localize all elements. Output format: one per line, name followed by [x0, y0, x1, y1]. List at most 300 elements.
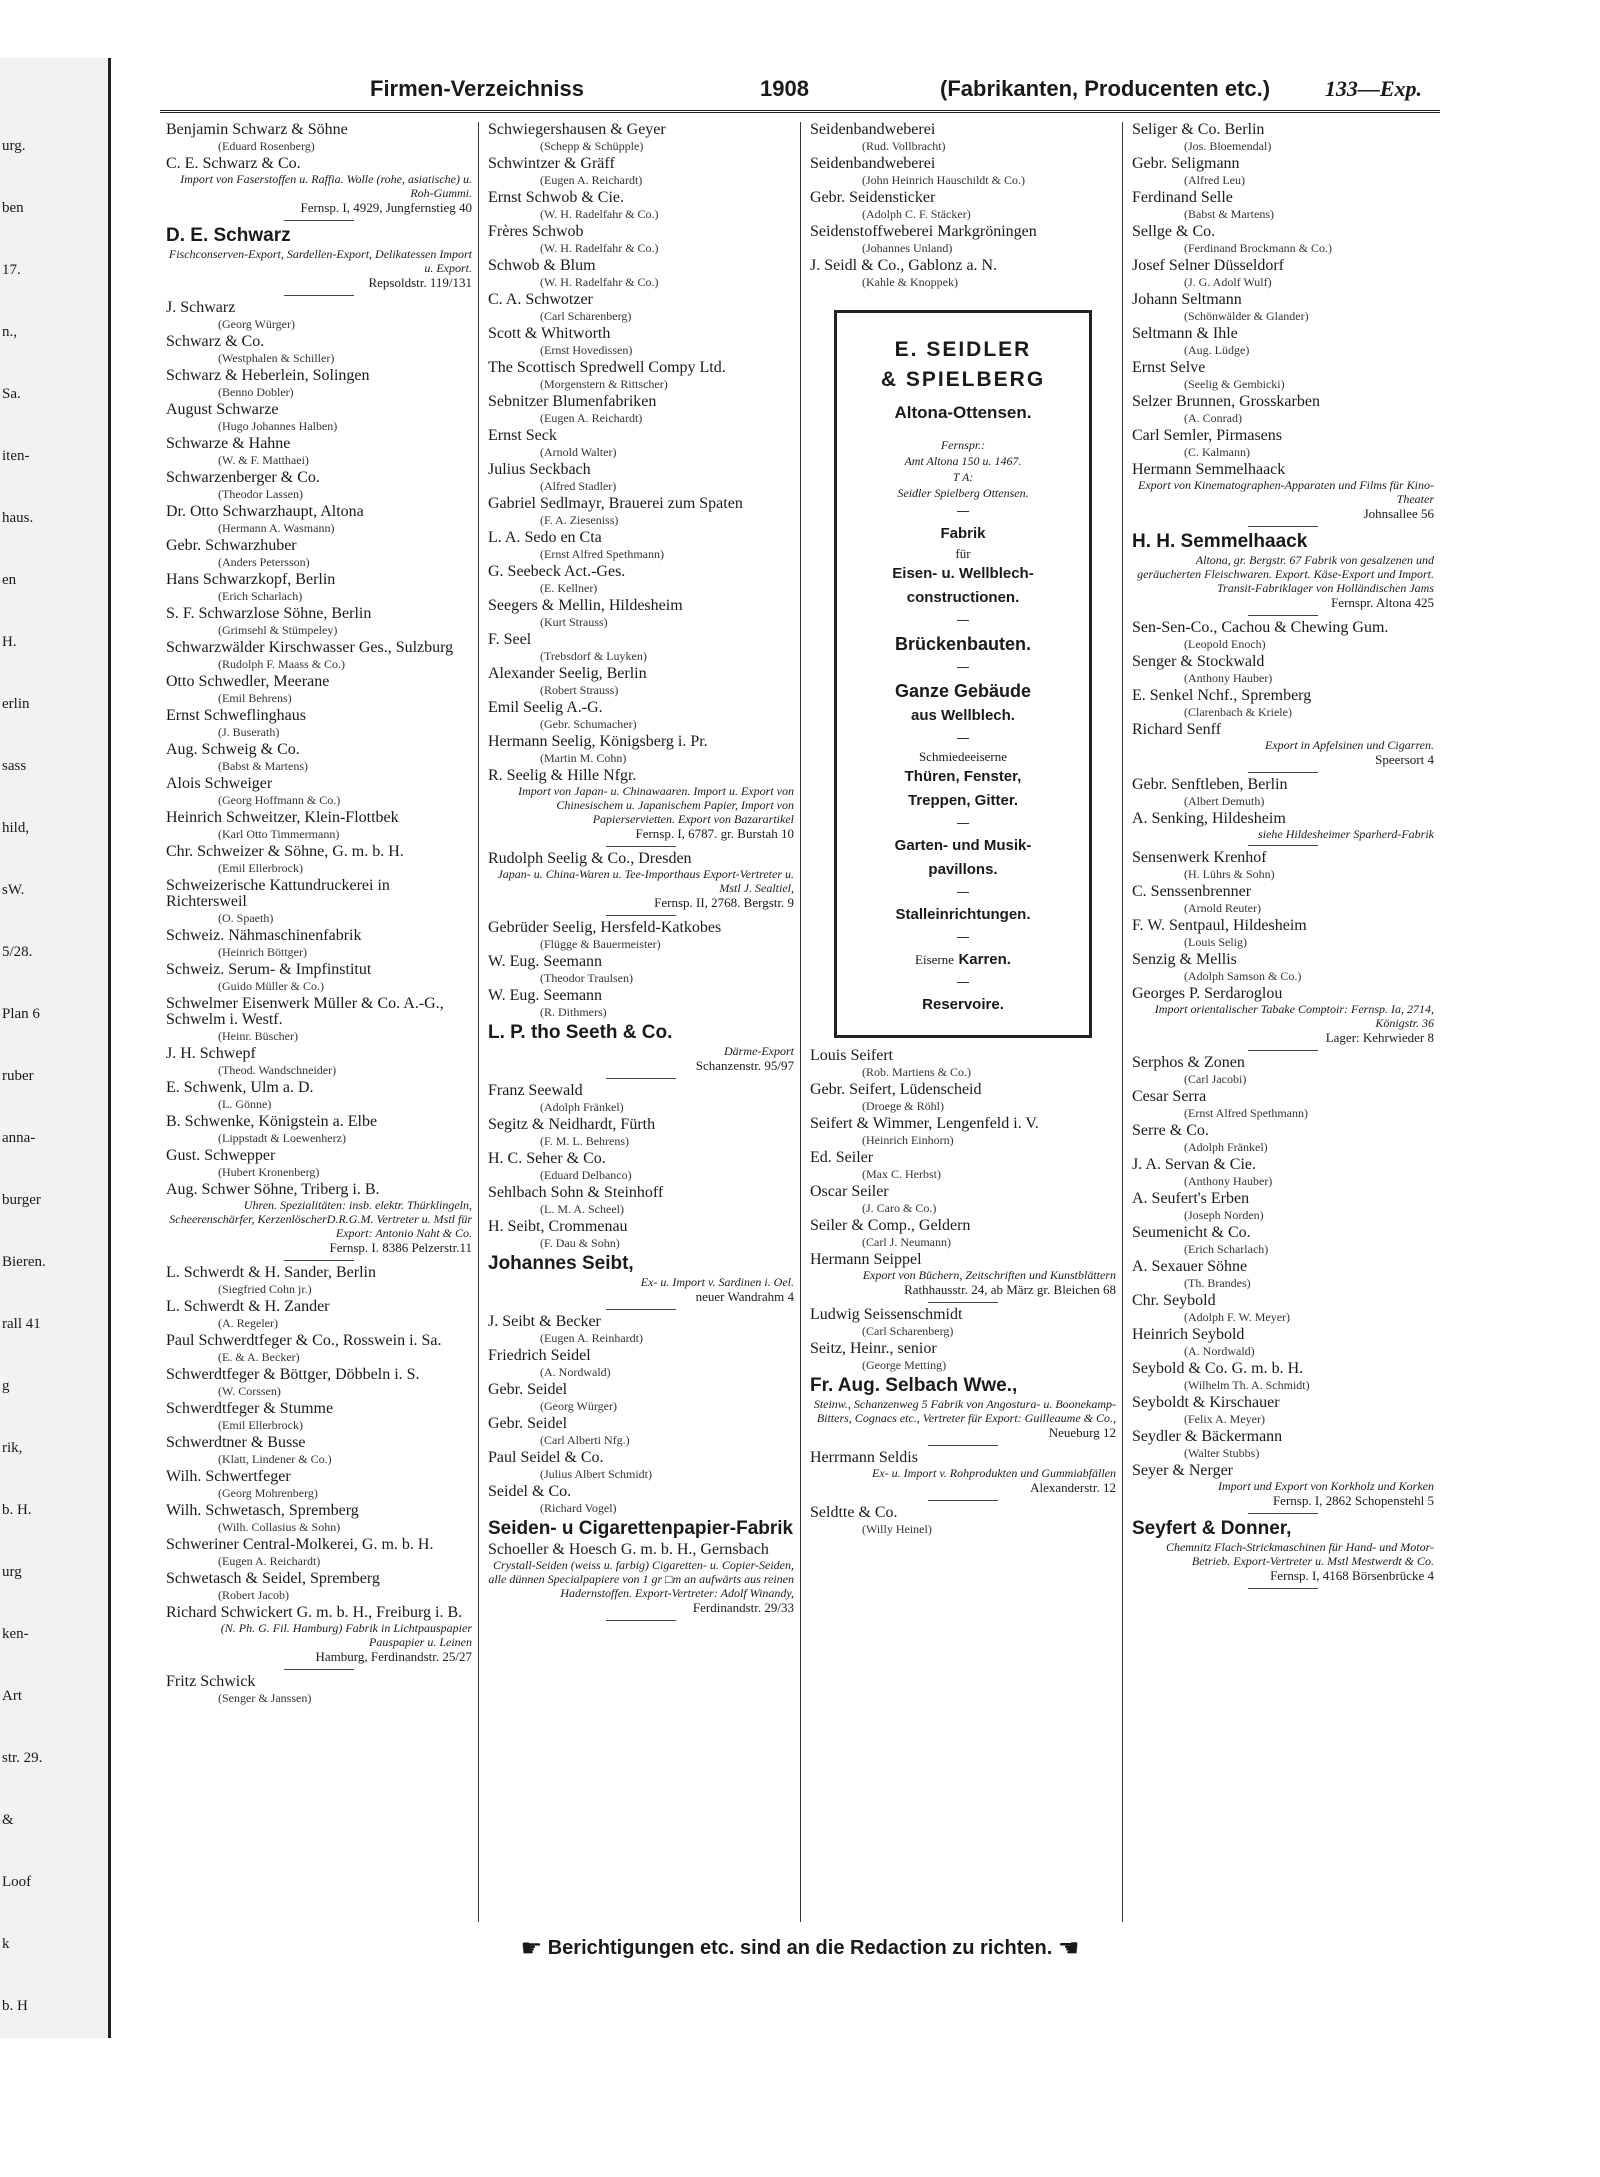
- entry-company-name: J. Schwarz: [166, 299, 236, 316]
- directory-entry: [488, 666, 794, 698]
- entry-ref: (Babst & Martens): [218, 759, 308, 773]
- entry-company-name: Seidenbandweberei: [810, 155, 936, 172]
- directory-entry: [166, 606, 472, 638]
- entry-company-name: Schwerdtner & Busse: [166, 1434, 306, 1451]
- entry-ref: (Johannes Unland): [862, 241, 953, 255]
- directory-entry: [166, 962, 472, 994]
- ad-line: für: [955, 546, 971, 561]
- directory-entry: [166, 708, 472, 740]
- entry-ref: (Richard Vogel): [540, 1501, 617, 1515]
- entry-ref: (Droege & Röhl): [862, 1099, 944, 1113]
- directory-entry: [166, 1401, 472, 1433]
- directory-entry: [810, 224, 1116, 256]
- entry-ref: (Hubert Kronenberg): [218, 1165, 320, 1179]
- directory-entry: [488, 1450, 794, 1482]
- directory-entry: [488, 1253, 794, 1305]
- gutter-fragment: &: [2, 1812, 14, 1828]
- entry-ref: (Erich Scharlach): [1184, 1242, 1269, 1256]
- entry-ref: (W. H. Radelfahr & Co.): [540, 207, 659, 221]
- entry-ref: (Theodor Traulsen): [540, 971, 633, 985]
- entry-desc: Crystall-Seiden (weiss u. farbig) Cigaretten- u. Copier-Seiden, alle dünnen Specialpapiere von 1 gr □m an aufwärts aus reinen Hadernstoffen. Export-Vertreter: Adolf Winandy,: [488, 1558, 794, 1600]
- entry-ref: (Carl Scharenberg): [540, 309, 632, 323]
- entry-company-name: Sellge & Co.: [1132, 223, 1216, 240]
- entry-company-name: Schwarzenberger & Co.: [166, 469, 320, 486]
- entry-ref: (J. Buserath): [218, 725, 280, 739]
- entry-company-name: Schwarzwälder Kirschwasser Ges., Sulzburg: [166, 639, 454, 656]
- entry-addr: Fernsp. II, 2768. Bergstr. 9: [654, 895, 794, 910]
- gutter-fragment: haus.: [2, 510, 34, 526]
- directory-entry: [1132, 122, 1434, 154]
- gutter-fragment: Sa.: [2, 386, 21, 402]
- entry-addr: Fernsp. I, 4168 Börsenbrücke 4: [1270, 1568, 1434, 1583]
- entry-company-name: Schweriner Central-Molkerei, G. m. b. H.: [166, 1536, 434, 1553]
- entry-desc: Uhren. Spezialitäten: insb. elektr. Thürklingeln, Scheerenschärfer, KerzenlöscherD.R.G.M. Vertreter u. Mstl für Export: Antonio Naht & Co.: [169, 1198, 472, 1240]
- directory-entry: [488, 1484, 794, 1516]
- entry-desc: Export von Büchern, Zeitschriften und Kunstblättern: [862, 1268, 1116, 1282]
- entry-ref: (Seelig & Gembicki): [1184, 377, 1285, 391]
- directory-entry: [810, 1184, 1116, 1216]
- entry-ref: (C. Kalmann): [1184, 445, 1250, 459]
- entry-ref: (Grimsehl & Stümpeley): [218, 623, 338, 637]
- directory-entry: [166, 1435, 472, 1467]
- directory-entry: [1132, 292, 1434, 324]
- gutter-fragment: ken-: [2, 1626, 29, 1642]
- directory-entry: [166, 368, 472, 400]
- directory-entry: [166, 776, 472, 808]
- gutter-fragment: erlin: [2, 696, 30, 712]
- entry-company-name: Seldtte & Co.: [810, 1504, 898, 1521]
- directory-entry: [488, 1185, 794, 1217]
- directory-entry: [1132, 326, 1434, 358]
- directory-entry: [166, 1114, 472, 1146]
- entry-ref: (Eugen A. Reichardt): [540, 173, 643, 187]
- entry-ref: (Robert Jacob): [218, 1588, 289, 1602]
- entry-desc: Fischconserven-Export, Sardellen-Export, Delikatessen Import u. Export.: [168, 247, 472, 275]
- gutter-fragment: hild,: [2, 820, 30, 836]
- entry-company-name: Seidel & Co.: [488, 1483, 572, 1500]
- entry-ref: (F. A. Zieseniss): [540, 513, 619, 527]
- entry-ref: (L. M. A. Scheel): [540, 1202, 624, 1216]
- page-header: [160, 64, 1440, 113]
- entry-ref: (Jos. Bloemendal): [1184, 139, 1272, 153]
- entry-separator: [284, 220, 354, 221]
- entry-company-name: Benjamin Schwarz & Söhne: [166, 122, 348, 138]
- entry-company-name: Seidenstoffweberei Markgröningen: [810, 223, 1037, 240]
- entry-ref: (Eugen A. Reichardt): [218, 1554, 321, 1568]
- entry-company-name: Schoeller & Hoesch G. m. b. H., Gernsbach: [488, 1541, 769, 1558]
- directory-entry: [810, 1307, 1116, 1339]
- entry-company-name: A. Sexauer Söhne: [1132, 1258, 1248, 1275]
- entry-ref: (Alfred Stadler): [540, 479, 617, 493]
- entry-addr: Schanzenstr. 95/97: [695, 1058, 794, 1073]
- entry-ref: (Adolph Fränkel): [1184, 1140, 1268, 1154]
- entry-ref: (A. Nordwald): [540, 1365, 611, 1379]
- entry-company-name: Segitz & Neidhardt, Fürth: [488, 1116, 656, 1133]
- entry-company-name: Sen-Sen-Co., Cachou & Chewing Gum.: [1132, 619, 1389, 636]
- entry-desc: Ex- u. Import v. Rohprodukten und Gummiabfällen: [872, 1466, 1116, 1480]
- directory-entry: [488, 1151, 794, 1183]
- directory-entry: [488, 1542, 794, 1616]
- entry-desc: Import von Faserstoffen u. Raffia. Wolle (rohe, asiatische) u. Roh-Gummi.: [180, 172, 472, 200]
- directory-entry: [488, 122, 794, 154]
- entry-company-name: F. W. Sentpaul, Hildesheim: [1132, 917, 1307, 934]
- entry-desc: Export von Kinematographen-Apparaten und Films für Kino-Theater: [1138, 478, 1434, 506]
- entry-separator: [1248, 772, 1318, 773]
- directory-entry: [488, 1314, 794, 1346]
- directory-entry: [488, 462, 794, 494]
- directory-entry: [488, 156, 794, 188]
- entry-company-name: Selzer Brunnen, Grosskarben: [1132, 393, 1320, 410]
- entry-company-name: Ed. Seiler: [810, 1149, 874, 1166]
- entry-company-name: Friedrich Seidel: [488, 1347, 591, 1364]
- entry-company-name: Seyfert & Donner,: [1132, 1518, 1292, 1539]
- entry-addr: Fernsp. I, 6787. gr. Burstah 10: [635, 826, 794, 841]
- entry-company-name: Seiler & Comp., Geldern: [810, 1217, 971, 1234]
- entry-desc: Därme-Export: [724, 1044, 794, 1058]
- entry-ref: (Flügge & Bauermeister): [540, 937, 661, 951]
- entry-company-name: Ludwig Seissenschmidt: [810, 1306, 963, 1323]
- directory-entry: [1132, 688, 1434, 720]
- entry-ref: (Rud. Vollbracht): [862, 139, 946, 153]
- directory-entry: [166, 538, 472, 570]
- entry-ref: (Georg Würger): [540, 1399, 617, 1413]
- directory-entry: [1132, 1361, 1434, 1393]
- entry-ref: (Hugo Johannes Halben): [218, 419, 338, 433]
- entry-ref: (Lippstadt & Loewenherz): [218, 1131, 346, 1145]
- entry-ref: (Ferdinand Brockmann & Co.): [1184, 241, 1332, 255]
- entry-ref: (Anthony Hauber): [1184, 671, 1273, 685]
- entry-desc: Japan- u. China-Waren u. Tee-Importhaus Export-Vertreter u. Mstl J. Sealtiel,: [497, 867, 794, 895]
- directory-entry: [488, 224, 794, 256]
- entry-separator: [284, 1669, 354, 1670]
- entry-ref: (Westphalen & Schiller): [218, 351, 335, 365]
- entry-company-name: Schwerdtfeger & Böttger, Döbbeln i. S.: [166, 1366, 420, 1383]
- entry-company-name: Richard Schwickert G. m. b. H., Freiburg i. B.: [166, 1604, 463, 1621]
- directory-entry: [488, 734, 794, 766]
- entry-addr: Hamburg, Ferdinandstr. 25/27: [315, 1649, 472, 1664]
- directory-entry: [810, 1150, 1116, 1182]
- gutter-fragment: b. H: [2, 1998, 28, 2014]
- gutter-fragment: Loof: [2, 1874, 32, 1890]
- directory-entry: [1132, 462, 1434, 522]
- directory-entry: [1132, 1463, 1434, 1509]
- directory-entry: [166, 300, 472, 332]
- entry-ref: (Felix A. Meyer): [1184, 1412, 1265, 1426]
- directory-entry: [810, 1116, 1116, 1148]
- entry-company-name: Seliger & Co. Berlin: [1132, 122, 1265, 138]
- entry-addr: Fernsp. I, 4929, Jungfernstieg 40: [300, 200, 472, 215]
- entry-company-name: D. E. Schwarz: [166, 225, 291, 246]
- entry-ref: (Erich Scharlach): [218, 589, 303, 603]
- gutter-fragment: urg: [2, 1564, 22, 1580]
- entry-company-name: Sensenwerk Krenhof: [1132, 849, 1267, 866]
- entry-company-name: Gabriel Sedlmayr, Brauerei zum Spaten: [488, 495, 743, 512]
- directory-entry: [810, 1082, 1116, 1114]
- directory-entry: [166, 334, 472, 366]
- entry-ref: (Rob. Martiens & Co.): [862, 1065, 971, 1079]
- entry-ref: (A. Nordwald): [1184, 1344, 1255, 1358]
- entry-ref: (Ernst Hovedissen): [540, 343, 633, 357]
- ad-line: Eisen- u. Wellblech-: [892, 565, 1034, 582]
- entry-company-name: B. Schwenke, Königstein a. Elbe: [166, 1113, 378, 1130]
- gutter-fragment: str. 29.: [2, 1750, 43, 1766]
- entry-ref: (Guido Müller & Co.): [218, 979, 324, 993]
- entry-company-name: Oscar Seiler: [810, 1183, 889, 1200]
- entry-ref: (E. Kellner): [540, 581, 598, 595]
- advertisement-box: [834, 310, 1092, 1038]
- entry-ref: (Emil Ellerbrock): [218, 861, 303, 875]
- entry-ref: (W. H. Radelfahr & Co.): [540, 275, 659, 289]
- directory-entry: [166, 1537, 472, 1569]
- entry-ref: (Siegfried Cohn jr.): [218, 1282, 312, 1296]
- gutter-fragment: H.: [2, 634, 17, 650]
- directory-entry: [488, 1518, 794, 1540]
- entry-ref: (Arnold Reuter): [1184, 901, 1261, 915]
- directory-entry: [488, 1382, 794, 1414]
- entry-company-name: G. Seebeck Act.-Ges.: [488, 563, 626, 580]
- entry-company-name: Heinrich Schweitzer, Klein-Flottbek: [166, 809, 399, 826]
- entry-company-name: Ernst Schwob & Cie.: [488, 189, 624, 206]
- entry-ref: (J. G. Adolf Wulf): [1184, 275, 1272, 289]
- directory-entry: [810, 156, 1116, 188]
- gutter-fragment: urg.: [2, 138, 26, 154]
- entry-company-name: E. Senkel Nchf., Spremberg: [1132, 687, 1312, 704]
- entry-separator: [1248, 1050, 1318, 1051]
- entry-addr: Repsoldstr. 119/131: [368, 275, 472, 290]
- pointing-hand-right-icon: ☛: [520, 1935, 543, 1962]
- entry-ref: (Hermann A. Wasmann): [218, 521, 335, 535]
- entry-ref: (Carl Jacobi): [1184, 1072, 1247, 1086]
- directory-entry: [488, 292, 794, 324]
- entry-ref: (Walter Stubbs): [1184, 1446, 1260, 1460]
- entry-company-name: Schweiz. Serum- & Impfinstitut: [166, 961, 372, 978]
- entry-ref: (Anthony Hauber): [1184, 1174, 1273, 1188]
- entry-company-name: Gebr. Schwarzhuber: [166, 537, 297, 554]
- entry-ref: (Emil Behrens): [218, 691, 292, 705]
- entry-company-name: C. Senssenbrenner: [1132, 883, 1252, 900]
- entry-company-name: Gebr. Seidensticker: [810, 189, 936, 206]
- entry-addr: Johnsallee 56: [1363, 506, 1434, 521]
- entry-ref: (Heinrich Böttger): [218, 945, 307, 959]
- entry-addr: Alexanderstr. 12: [1030, 1480, 1116, 1495]
- entry-company-name: C. E. Schwarz & Co.: [166, 155, 301, 172]
- directory-entry: [166, 572, 472, 604]
- entry-company-name: E. Schwenk, Ulm a. D.: [166, 1079, 314, 1096]
- directory-entry: [166, 1674, 472, 1706]
- entry-ref: (Schepp & Schüpple): [540, 139, 644, 153]
- entry-separator: [606, 1078, 676, 1079]
- entry-desc: (N. Ph. G. Fil. Hamburg) Fabrik in Lichtpauspapier Pauspapier u. Leinen: [220, 1621, 472, 1649]
- directory-entry: [488, 394, 794, 426]
- ad-city: Altona-Ottensen.: [894, 403, 1032, 422]
- entry-company-name: Fritz Schwick: [166, 1673, 256, 1690]
- entry-company-name: Seyboldt & Kirschauer: [1132, 1394, 1280, 1411]
- directory-entry: [810, 1048, 1116, 1080]
- directory-entry: [1132, 1259, 1434, 1291]
- entry-desc: Import von Japan- u. Chinawaaren. Import u. Export von Chinesischem u. Japanischem Papier, Import von Papierservietten. Export von Bazarartikel: [518, 784, 794, 826]
- entry-ref: (Eugen A. Reichardt): [540, 411, 643, 425]
- directory-entry: [488, 768, 794, 842]
- entry-ref: (George Metting): [862, 1358, 947, 1372]
- directory-entry: [1132, 190, 1434, 222]
- ad-company-line-1: E. SEIDLER: [894, 338, 1032, 361]
- ad-phone-label: Fernspr.:: [940, 438, 986, 452]
- entry-ref: (Georg Hoffmann & Co.): [218, 793, 341, 807]
- directory-entry: [488, 920, 794, 952]
- directory-entry: [166, 1333, 472, 1365]
- column-1: [160, 122, 479, 1922]
- entry-company-name: L. A. Sedo en Cta: [488, 529, 602, 546]
- entry-desc: Chemnitz Flach-Strickmaschinen für Hand- und Motor-Betrieb. Export-Vertreter u. Mstl Mestwerdt & Co.: [1165, 1540, 1434, 1568]
- entry-ref: (Theodor Lassen): [218, 487, 303, 501]
- entry-addr: Ferdinandstr. 29/33: [692, 1600, 794, 1615]
- directory-entry: [166, 504, 472, 536]
- entry-company-name: Johann Seltmann: [1132, 291, 1242, 308]
- gutter-fragment: iten-: [2, 448, 30, 464]
- entry-addr: neuer Wandrahm 4: [695, 1289, 794, 1304]
- entry-company-name: Schwelmer Eisenwerk Müller & Co. A.-G., Schwelm i. Westf.: [166, 995, 444, 1028]
- directory-entry: [810, 1450, 1116, 1496]
- entry-desc: Altona, gr. Bergstr. 67 Fabrik von gesalzenen und geräucherten Fleischwaren. Export. Käse-Export und Import. Transit-Fabriklager von Holländischen Jams: [1137, 553, 1434, 595]
- entry-separator: [1248, 845, 1318, 846]
- entry-company-name: Schwerdtfeger & Stumme: [166, 1400, 334, 1417]
- directory-entry: [166, 996, 472, 1044]
- entry-addr: Fernsp. I. 8386 Pelzerstr.11: [329, 1240, 472, 1255]
- directory-entry: [810, 1341, 1116, 1373]
- directory-entry: [1132, 531, 1434, 611]
- entry-ref: (Clarenbach & Kriele): [1184, 705, 1292, 719]
- ad-line: aus Wellblech.: [911, 707, 1015, 724]
- directory-entry: [166, 878, 472, 926]
- directory-entry: [1132, 428, 1434, 460]
- entry-ref: (Eduard Delbanco): [540, 1168, 632, 1182]
- entry-desc: Steinw., Schanzenweg 5 Fabrik von Angostura- u. Boonekamp-Bitters, Cognacs etc., Vertreter für Export: Guilleaume & Co.,: [813, 1397, 1116, 1425]
- gutter-fragment: n.,: [2, 324, 17, 340]
- entry-company-name: Seybold & Co. G. m. b. H.: [1132, 1360, 1304, 1377]
- entry-desc: Ex- u. Import v. Sardinen i. Oel.: [640, 1275, 794, 1289]
- entry-company-name: Franz Seewald: [488, 1082, 583, 1099]
- entry-company-name: Gebrüder Seelig, Hersfeld-Katkobes: [488, 919, 722, 936]
- entry-company-name: C. A. Schwotzer: [488, 291, 593, 308]
- entry-company-name: Fr. Aug. Selbach Wwe.,: [810, 1375, 1018, 1396]
- entry-company-name: Hans Schwarzkopf, Berlin: [166, 571, 336, 588]
- entry-company-name: W. Eug. Seemann: [488, 987, 603, 1004]
- ad-line: pavillons.: [928, 861, 998, 878]
- entry-ref: (Adolph Samson & Co.): [1184, 969, 1302, 983]
- entry-company-name: Otto Schwedler, Meerane: [166, 673, 330, 690]
- entry-company-name: Sehlbach Sohn & Steinhoff: [488, 1184, 664, 1201]
- entry-company-name: H. H. Semmelhaack: [1132, 531, 1308, 552]
- adjacent-page-gutter: [0, 58, 111, 2038]
- entry-company-name: Seitz, Heinr., senior: [810, 1340, 937, 1357]
- header-page-number: 133—Exp.: [1324, 76, 1422, 101]
- entry-addr: Lager: Kehrwieder 8: [1325, 1030, 1434, 1045]
- directory-entry: [488, 530, 794, 562]
- entry-separator: [1248, 1513, 1318, 1514]
- directory-entry: [488, 258, 794, 290]
- gutter-fragment: g: [2, 1378, 10, 1394]
- entry-ref: (Trebsdorf & Luyken): [540, 649, 647, 663]
- directory-entry: [166, 640, 472, 672]
- directory-entry: [166, 122, 472, 154]
- entry-separator: [928, 1500, 998, 1501]
- entry-ref: (Morgenstern & Rittscher): [540, 377, 668, 391]
- entry-ref: (F. Dau & Sohn): [540, 1236, 620, 1250]
- entry-ref: (Kahle & Knoppek): [862, 275, 958, 289]
- directory-entry: [488, 190, 794, 222]
- entry-company-name: S. F. Schwarzlose Söhne, Berlin: [166, 605, 372, 622]
- entry-company-name: Carl Semler, Pirmasens: [1132, 427, 1282, 444]
- directory-entry: [488, 632, 794, 664]
- entry-company-name: Gebr. Seidel: [488, 1415, 568, 1432]
- entry-ref: (Eduard Rosenberg): [218, 139, 315, 153]
- entry-company-name: Seumenicht & Co.: [1132, 1224, 1251, 1241]
- gutter-fragment: sass: [2, 758, 27, 774]
- entry-company-name: Schwarz & Co.: [166, 333, 265, 350]
- entry-company-name: Wilh. Schwetasch, Spremberg: [166, 1502, 359, 1519]
- entry-ref: (Ernst Alfred Spethmann): [1184, 1106, 1308, 1120]
- entry-company-name: Frères Schwob: [488, 223, 584, 240]
- directory-entry: [166, 1605, 472, 1665]
- directory-entry: [166, 674, 472, 706]
- entry-company-name: Seiden- u Cigarettenpapier-Fabrik: [488, 1518, 794, 1539]
- directory-entry: [166, 436, 472, 468]
- ad-telegram-label: T A:: [952, 470, 974, 484]
- entry-ref: (H. Lührs & Sohn): [1184, 867, 1275, 881]
- ad-telegram: Seidler Spielberg Ottensen.: [897, 486, 1029, 500]
- directory-entry: [1132, 986, 1434, 1046]
- entry-company-name: Gebr. Seidel: [488, 1381, 568, 1398]
- header-subtitle: (Fabrikanten, Producenten etc.): [940, 76, 1271, 101]
- directory-entry: [166, 1367, 472, 1399]
- entry-ref: (Arnold Walter): [540, 445, 617, 459]
- directory-entry: [166, 1265, 472, 1297]
- entry-company-name: R. Seelig & Hille Nfgr.: [488, 767, 637, 784]
- ad-company-line-2: & SPIELBERG: [880, 368, 1046, 391]
- entry-ref: (Gebr. Schumacher): [540, 717, 637, 731]
- directory-entry: [1132, 1157, 1434, 1189]
- entry-ref: (Heinr. Büscher): [218, 1029, 298, 1043]
- directory-entry: [1132, 1395, 1434, 1427]
- entry-ref: (A. Conrad): [1184, 411, 1242, 425]
- directory-page: [160, 64, 1440, 1994]
- entry-company-name: Serre & Co.: [1132, 1122, 1209, 1139]
- gutter-fragment: rik,: [2, 1440, 23, 1456]
- entry-ref: (Alfred Leu): [1184, 173, 1245, 187]
- gutter-fragment: sW.: [2, 882, 25, 898]
- directory-entry: [166, 928, 472, 960]
- entry-ref: (Wilh. Collasius & Sohn): [218, 1520, 341, 1534]
- entry-ref: (Eugen A. Reinhardt): [540, 1331, 643, 1345]
- directory-entry: [166, 225, 472, 291]
- directory-entry: [1132, 654, 1434, 686]
- entry-ref: (Klatt, Lindener & Co.): [218, 1452, 332, 1466]
- header-title: Firmen-Verzeichniss: [370, 76, 584, 101]
- entry-company-name: Ernst Schweflinghaus: [166, 707, 306, 724]
- page-footer: [160, 1934, 1440, 1963]
- entry-ref: (E. & A. Becker): [218, 1350, 300, 1364]
- entry-company-name: Heinrich Seybold: [1132, 1326, 1245, 1343]
- directory-entry: [1132, 1089, 1434, 1121]
- entry-company-name: Sebnitzer Blumenfabriken: [488, 393, 657, 410]
- directory-entry: [1132, 224, 1434, 256]
- entry-company-name: Alois Schweiger: [166, 775, 273, 792]
- column-3: [804, 122, 1123, 1922]
- ad-line: Reservoire.: [922, 996, 1004, 1013]
- ad-line: Brückenbauten.: [894, 634, 1032, 654]
- entry-company-name: Ernst Selve: [1132, 359, 1206, 376]
- entry-ref: (Willy Heinel): [862, 1522, 932, 1536]
